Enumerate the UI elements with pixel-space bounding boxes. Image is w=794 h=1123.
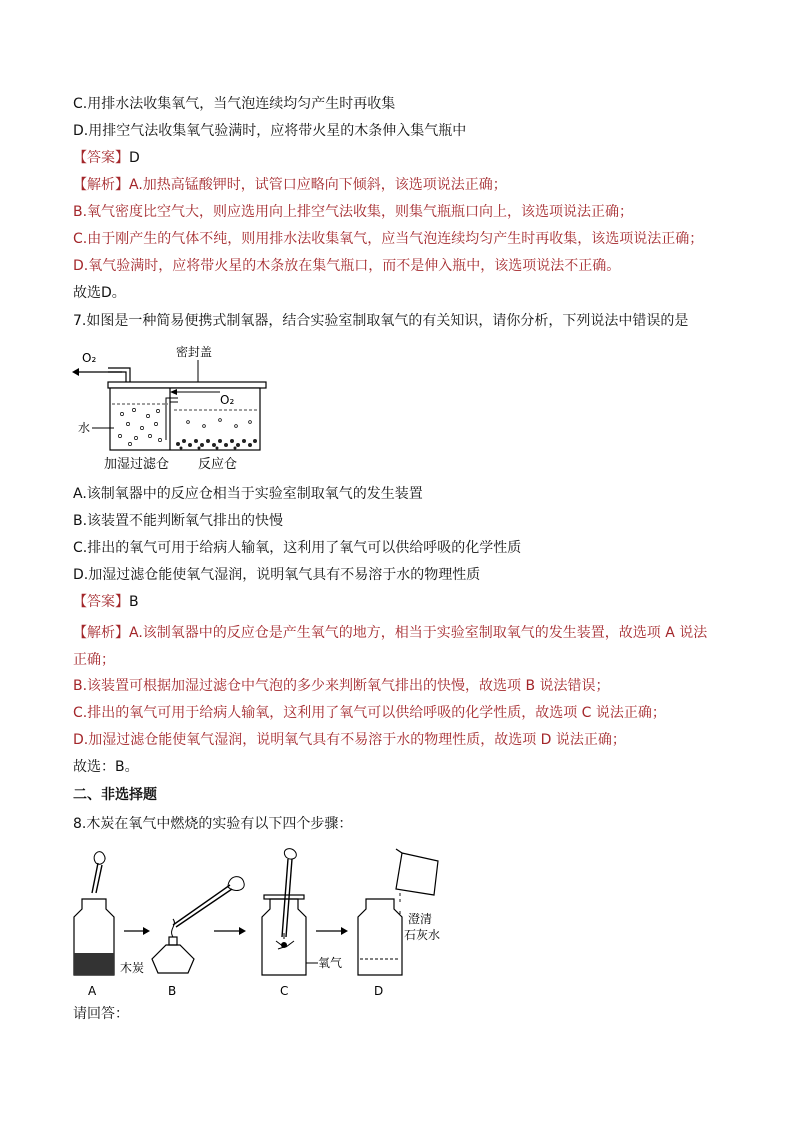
q7-oxygen-generator-figure xyxy=(70,340,280,475)
q6-analysis-d: D.氧气验满时，应将带火星的木条放在集气瓶口，而不是伸入瓶中，该选项说法不正确。 xyxy=(73,258,621,274)
label-water: 水 xyxy=(78,421,91,435)
q7-answer xyxy=(73,592,139,612)
q6-answer xyxy=(73,148,140,168)
analysis-tag: 【解析】 xyxy=(73,625,129,641)
q6-analysis-b: B.氧气密度比空气大，则应选用向上排空气法收集，则集气瓶瓶口向上，该选项说法正确； xyxy=(73,204,634,220)
label-limewater-line2: 石灰水 xyxy=(404,928,441,942)
arrow-head xyxy=(239,927,246,935)
label-lid: 密封盖 xyxy=(176,345,213,359)
q7-analysis-b: B.该装置可根据加湿过滤仓中气泡的多少来判断氧气排出的快慢，故选项 B 说法错误； xyxy=(73,678,610,694)
analysis-text: A.加热高锰酸钾时，试管口应略向下倾斜，该选项说法正确； xyxy=(129,177,507,193)
step-c-setup xyxy=(262,849,306,975)
q7-analysis-c: C.排出的氧气可用于给病人输氧，这利用了氧气可以供给呼吸的化学性质，故选项 C 说法正确； xyxy=(73,705,666,721)
q8-stem: 8.木炭在氧气中燃烧的实验有以下四个步骤： xyxy=(73,816,353,832)
q7-conclusion: 故选：B。 xyxy=(73,759,139,775)
answer-tag: 【答案】 xyxy=(73,594,129,610)
q6-analysis-a xyxy=(73,175,507,195)
q6-conclusion: 故选D。 xyxy=(73,285,126,301)
step-b-setup xyxy=(152,877,244,973)
analysis-tag: 【解析】 xyxy=(73,177,129,193)
q6-option-c: C.用排水法收集氧气，当气泡连续均匀产生时再收集 xyxy=(73,96,396,112)
q7-analysis-a xyxy=(73,620,721,674)
label-limewater-line1: 澄清 xyxy=(408,912,433,926)
step-label-a: A xyxy=(88,984,97,998)
sealed-lid xyxy=(108,382,266,388)
arrow-head xyxy=(341,927,348,935)
step-label-c: C xyxy=(280,984,289,998)
q8-charcoal-combustion-figure xyxy=(70,845,460,1000)
q7-option-a: A.该制氧器中的反应仓相当于实验室制取氧气的发生装置 xyxy=(73,486,423,502)
q6-analysis-c: C.由于刚产生的气体不纯，则用排水法收集氧气，应当气泡连续均匀产生时再收集，该选项说法正确； xyxy=(73,231,704,247)
step-label-d: D xyxy=(374,984,384,998)
q7-option-d: D.加湿过滤仓能使氧气湿润，说明氧气具有不易溶于水的物理性质 xyxy=(73,567,481,583)
step-a-setup xyxy=(74,852,114,975)
q7-stem: 7.如图是一种简易便携式制氧器，结合实验室制取氧气的有关知识，请你分析，下列说法中错误的是 xyxy=(73,313,689,329)
q7-option-b: B.该装置不能判断氧气排出的快慢 xyxy=(73,513,284,529)
q7-analysis-d: D.加湿过滤仓能使氧气湿润，说明氧气具有不易溶于水的物理性质，故选项 D 说法正确； xyxy=(73,732,626,748)
arrow-head xyxy=(72,368,79,376)
step-label-b: B xyxy=(168,984,177,998)
answer-value: D xyxy=(129,150,140,166)
arrow-head xyxy=(143,927,150,935)
label-o2-out: O₂ xyxy=(82,351,97,365)
section-heading: 二、非选择题 xyxy=(73,787,157,803)
label-filter: 加湿过滤仓 xyxy=(104,457,170,472)
q8-prompt: 请回答： xyxy=(73,1006,129,1022)
label-oxygen: 氧气 xyxy=(318,956,343,970)
q7-option-c: C.排出的氧气可用于给病人输氧，这利用了氧气可以供给呼吸的化学性质 xyxy=(73,540,522,556)
answer-tag: 【答案】 xyxy=(73,150,129,166)
q6-option-d: D.用排空气法收集氧气验满时，应将带火星的木条伸入集气瓶中 xyxy=(73,123,467,139)
answer-value: B xyxy=(129,594,139,610)
analysis-text: A.该制氧器中的反应仓是产生氧气的地方，相当于实验室制取氧气的发生装置，故选项 A 说法正确； xyxy=(73,625,708,668)
label-charcoal: 木炭 xyxy=(120,961,145,975)
reactant-granules xyxy=(174,438,258,450)
burning-charcoal xyxy=(281,942,287,948)
label-reaction: 反应仓 xyxy=(198,457,238,472)
label-o2-inner: O₂ xyxy=(220,393,235,407)
